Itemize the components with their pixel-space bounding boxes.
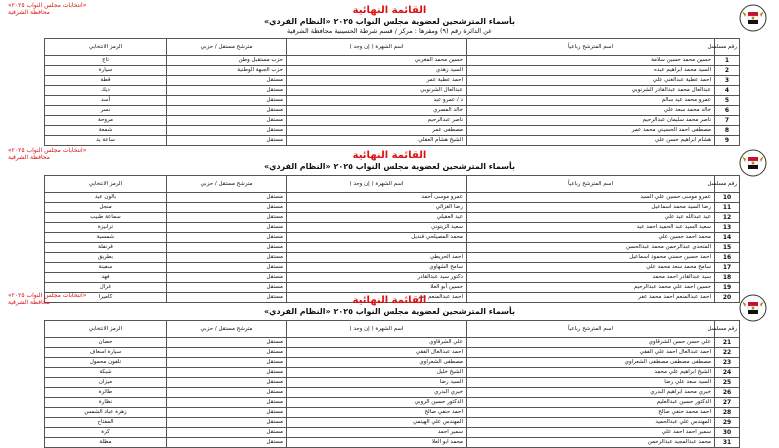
cell-symbol: تلفون محمول	[45, 358, 167, 368]
table-row	[45, 263, 740, 273]
cell-fame-name: احمد عطية عمر	[287, 76, 467, 86]
cell-fame-name: علي الشرقاوي	[287, 338, 467, 348]
cell-affiliation: مستقل	[167, 408, 287, 418]
cell-candidate-name: الشيخ ابراهيم علي محمد	[467, 368, 715, 378]
col-header-name: اسم المترشح رباعياً	[467, 39, 715, 56]
cell-candidate-name: سامح محمد سعد محمد علي	[467, 263, 715, 273]
cell-symbol: بطريق	[45, 253, 167, 263]
cell-number: 14	[715, 233, 740, 243]
cell-number: 28	[715, 408, 740, 418]
cell-symbol: طائرة	[45, 388, 167, 398]
table-row	[45, 223, 740, 233]
table-row	[45, 398, 740, 408]
cell-affiliation: مستقل	[167, 223, 287, 233]
cell-number: 20	[715, 293, 740, 303]
corner-line: محافظة الشرقية	[8, 154, 50, 161]
cell-number: 7	[715, 116, 740, 126]
cell-number: 11	[715, 203, 740, 213]
cell-candidate-name: خيري محمد ابراهيم البدري	[467, 388, 715, 398]
list-title: القائمة النهائية	[352, 150, 427, 161]
col-header-symbol: الرمز الانتخابي	[45, 176, 167, 193]
cell-number: 19	[715, 283, 740, 293]
cell-number: 2	[715, 66, 740, 76]
cell-fame-name: احمد الحريطي	[287, 253, 467, 263]
cell-symbol: ترابيزة	[45, 223, 167, 233]
cell-number: 16	[715, 253, 740, 263]
candidate-list-sheet	[0, 0, 779, 144]
col-header-affiliation: مترشح مستقل / حزبي	[167, 321, 287, 338]
table-row	[45, 66, 740, 76]
table-row	[45, 76, 740, 86]
cell-fame-name	[287, 243, 467, 253]
cell-fame-name: سامح الشهاوي	[287, 263, 467, 273]
corner-line: «انتخابات مجلس النواب ٢٠٢٥»	[8, 292, 87, 299]
cell-affiliation: مستقل	[167, 96, 287, 106]
candidate-list-sheet	[0, 145, 779, 301]
col-header-name: اسم المترشح رباعياً	[467, 176, 715, 193]
cell-symbol: نظارة	[45, 398, 167, 408]
cell-affiliation: مستقل	[167, 263, 287, 273]
cell-affiliation: مستقل	[167, 348, 287, 358]
cell-symbol: المفتاح	[45, 418, 167, 428]
eagle-emblem-icon	[739, 294, 767, 322]
candidates-table	[44, 38, 740, 146]
candidate-list-sheet	[0, 290, 779, 446]
cell-candidate-name: احمد محمد حنفي صالح	[467, 408, 715, 418]
table-row	[45, 136, 740, 146]
table-header-row	[45, 176, 740, 193]
cell-symbol: غزال	[45, 283, 167, 293]
cell-fame-name: احمد حنفي صالح	[287, 408, 467, 418]
cell-number: 31	[715, 438, 740, 448]
cell-symbol: سيارة	[45, 66, 167, 76]
cell-affiliation: مستقل	[167, 398, 287, 408]
candidates-table	[44, 320, 740, 448]
cell-affiliation: حزب الجبهة الوطنية	[167, 66, 287, 76]
cell-fame-name: عبدالعال الشرنوبي	[287, 86, 467, 96]
cell-affiliation: مستقل	[167, 283, 287, 293]
cell-affiliation: مستقل	[167, 233, 287, 243]
cell-fame-name: السيد رضا	[287, 378, 467, 388]
cell-affiliation: مستقل	[167, 388, 287, 398]
cell-candidate-name: حسين احمد علي محمد عبدالرحيم	[467, 283, 715, 293]
cell-symbol: منجل	[45, 203, 167, 213]
cell-candidate-name: احمد حسين حسني محمود اسماعيل	[467, 253, 715, 263]
cell-affiliation: مستقل	[167, 273, 287, 283]
list-title: القائمة النهائية	[352, 295, 427, 306]
cell-candidate-name: ناصر محمد سليمان عبدالرحيم	[467, 116, 715, 126]
cell-affiliation: مستقل	[167, 243, 287, 253]
cell-affiliation: مستقل	[167, 428, 287, 438]
cell-fame-name: السيد زهدي	[287, 66, 467, 76]
table-row	[45, 338, 740, 348]
col-header-affiliation: مترشح مستقل / حزبي	[167, 39, 287, 56]
table-row	[45, 96, 740, 106]
cell-number: 1	[715, 56, 740, 66]
cell-symbol: ديك	[45, 86, 167, 96]
list-subtitle: بأسماء المترشحين لعضوية مجلس النواب ٢٠٢٥ «النظام الفردي»	[263, 17, 516, 26]
list-subtitle: بأسماء المترشحين لعضوية مجلس النواب ٢٠٢٥ «النظام الفردي»	[263, 307, 516, 316]
cell-number: 23	[715, 358, 740, 368]
cell-number: 8	[715, 126, 740, 136]
cell-fame-name: حسين أبو العلا	[287, 283, 467, 293]
cell-affiliation: مستقل	[167, 86, 287, 96]
cell-symbol: سيارة اسعاف	[45, 348, 167, 358]
cell-symbol: سماعة طبيب	[45, 213, 167, 223]
cell-fame-name: حسين محمد المغربي	[287, 56, 467, 66]
col-header-symbol: الرمز الانتخابي	[45, 39, 167, 56]
col-header-number: رقم مسلسل	[715, 39, 740, 56]
cell-symbol: شمسية	[45, 233, 167, 243]
cell-fame-name: خيري البدري	[287, 388, 467, 398]
cell-fame-name: ناصر عبدالرحيم	[287, 116, 467, 126]
cell-affiliation: مستقل	[167, 76, 287, 86]
col-header-fame: اسم الشهرة ( إن وجد )	[287, 176, 467, 193]
cell-number: 22	[715, 348, 740, 358]
cell-symbol: فهد	[45, 273, 167, 283]
cell-candidate-name: احمد عبدالعال احمد علي الفقي	[467, 348, 715, 358]
cell-fame-name: احمد عبدالمنعم عفر	[287, 293, 467, 303]
sheet-header	[0, 0, 779, 38]
cell-affiliation: مستقل	[167, 438, 287, 448]
table-row	[45, 273, 740, 283]
cell-affiliation: مستقل	[167, 358, 287, 368]
cell-symbol: بالون عيد	[45, 193, 167, 203]
cell-symbol: كرة	[45, 428, 167, 438]
col-header-symbol: الرمز الانتخابي	[45, 321, 167, 338]
cell-number: 13	[715, 223, 740, 233]
cell-affiliation: مستقل	[167, 293, 287, 303]
cell-candidate-name: احمد عبدالمنعم احمد محمد عفر	[467, 293, 715, 303]
cell-symbol: أسد	[45, 96, 167, 106]
table-row	[45, 438, 740, 448]
cell-fame-name: عيد العقيلي	[287, 213, 467, 223]
col-header-name: اسم المترشح رباعياً	[467, 321, 715, 338]
cell-symbol: كاميرا	[45, 293, 167, 303]
cell-number: 6	[715, 106, 740, 116]
cell-affiliation: مستقل	[167, 126, 287, 136]
cell-candidate-name: مصطفى احمد الحسيني محمد عمر	[467, 126, 715, 136]
cell-fame-name: الشيخ خليل	[287, 368, 467, 378]
cell-symbol: قطة	[45, 76, 167, 86]
eagle-emblem-icon	[739, 4, 767, 32]
cell-candidate-name: محمد احمد حسين علي	[467, 233, 715, 243]
cell-symbol: مظلة	[45, 438, 167, 448]
cell-symbol: شبكة	[45, 368, 167, 378]
cell-candidate-name: عمرو محمد عيد سالم	[467, 96, 715, 106]
cell-affiliation: مستقل	[167, 136, 287, 146]
cell-candidate-name: احمد عطية عبدالغني علي	[467, 76, 715, 86]
table-row	[45, 86, 740, 96]
cell-candidate-name: عيد عبدالله عيد علي	[467, 213, 715, 223]
cell-number: 30	[715, 428, 740, 438]
cell-symbol: نسر	[45, 106, 167, 116]
table-row	[45, 253, 740, 263]
table-header-row	[45, 39, 740, 56]
table-row	[45, 243, 740, 253]
table-row	[45, 388, 740, 398]
cell-symbol: ساعة يد	[45, 136, 167, 146]
corner-line: «انتخابات مجلس النواب ٢٠٢٥»	[8, 2, 87, 9]
cell-candidate-name: الدكتور حسين عبدالعليم	[467, 398, 715, 408]
cell-number: 15	[715, 243, 740, 253]
table-row	[45, 193, 740, 203]
cell-fame-name: عمرو موسى أحمد	[287, 193, 467, 203]
table-row	[45, 378, 740, 388]
table-row	[45, 428, 740, 438]
table-row	[45, 203, 740, 213]
cell-fame-name: خالد المصري	[287, 106, 467, 116]
table-row	[45, 116, 740, 126]
cell-fame-name: دكتور سيد عبدالقادر	[287, 273, 467, 283]
cell-candidate-name: هشام ابراهيم حسن علي	[467, 136, 715, 146]
cell-fame-name: محمد المصيلحي قنديل	[287, 233, 467, 243]
table-row	[45, 56, 740, 66]
cell-fame-name: مصطفى عمر	[287, 126, 467, 136]
cell-symbol: قرنفلة	[45, 243, 167, 253]
cell-candidate-name: مصطفى مصطفى مصطفى الشعراوي	[467, 358, 715, 368]
cell-symbol: ميزان	[45, 378, 167, 388]
corner-line: محافظة الشرقية	[8, 299, 50, 306]
table-body	[45, 338, 740, 448]
cell-number: 3	[715, 76, 740, 86]
cell-candidate-name: سمير احمد احمد علي	[467, 428, 715, 438]
cell-candidate-name: سيد عبدالقادر احمد محمد	[467, 273, 715, 283]
cell-fame-name: مصطفى الشعراوي	[287, 358, 467, 368]
cell-fame-name: المهندس علي الهيتمي	[287, 418, 467, 428]
cell-affiliation: مستقل	[167, 378, 287, 388]
cell-symbol: زهرة عباد الشمس	[45, 408, 167, 418]
table-row	[45, 126, 740, 136]
cell-number: 5	[715, 96, 740, 106]
table-row	[45, 418, 740, 428]
cell-fame-name: د / عمرو عيد	[287, 96, 467, 106]
cell-number: 18	[715, 273, 740, 283]
col-header-fame: اسم الشهرة ( إن وجد )	[287, 39, 467, 56]
cell-fame-name: سمير احمد	[287, 428, 467, 438]
cell-candidate-name: حسين محمد حسين سلامة	[467, 56, 715, 66]
col-header-number: رقم مسلسل	[715, 321, 740, 338]
cell-fame-name: سعيد الزيتوني	[287, 223, 467, 233]
table-row	[45, 408, 740, 418]
table-row	[45, 368, 740, 378]
candidates-table	[44, 175, 740, 303]
cell-fame-name: الشيخ هشام العقلي	[287, 136, 467, 146]
cell-fame-name: احمد عبدالعال الفقي	[287, 348, 467, 358]
cell-symbol: سفينة	[45, 263, 167, 273]
cell-affiliation: مستقل	[167, 116, 287, 126]
cell-number: 27	[715, 398, 740, 408]
list-subtitle: بأسماء المترشحين لعضوية مجلس النواب ٢٠٢٥ «النظام الفردي»	[263, 162, 516, 171]
cell-candidate-name: خالد محمد سعد علي	[467, 106, 715, 116]
list-title: القائمة النهائية	[352, 5, 427, 16]
cell-candidate-name: رضا السيد محمد اسماعيل	[467, 203, 715, 213]
cell-candidate-name: المتحدي عبدالرحمن محمد عبدالحسن	[467, 243, 715, 253]
cell-number: 4	[715, 86, 740, 96]
cell-affiliation: مستقل	[167, 253, 287, 263]
table-row	[45, 358, 740, 368]
cell-candidate-name: محمد عبدالمجيد عبدالرحمن	[467, 438, 715, 448]
cell-symbol: شمعة	[45, 126, 167, 136]
cell-affiliation: مستقل	[167, 193, 287, 203]
cell-affiliation: مستقل	[167, 203, 287, 213]
cell-number: 29	[715, 418, 740, 428]
col-header-number: رقم مسلسل	[715, 176, 740, 193]
cell-number: 21	[715, 338, 740, 348]
cell-fame-name: رضا الغزالي	[287, 203, 467, 213]
table-body	[45, 193, 740, 303]
district-line: عن الدائرة رقم (٩) ومقرها : مركز / قسم شرطة الحسينية محافظة الشرقية	[287, 27, 492, 35]
cell-number: 25	[715, 378, 740, 388]
cell-fame-name: محمد ابو العلا	[287, 438, 467, 448]
cell-affiliation: مستقل	[167, 418, 287, 428]
cell-candidate-name: السيد محمد ابراهيم عبده	[467, 66, 715, 76]
cell-number: 9	[715, 136, 740, 146]
table-row	[45, 213, 740, 223]
cell-affiliation: مستقل	[167, 338, 287, 348]
cell-candidate-name: عبدالعال محمد عبدالقادر الشرنوبي	[467, 86, 715, 96]
cell-symbol: تاج	[45, 56, 167, 66]
corner-line: «انتخابات مجلس النواب ٢٠٢٥»	[8, 147, 87, 154]
eagle-emblem-icon	[739, 149, 767, 177]
cell-candidate-name: عمرو موسى حسين علي السيد	[467, 193, 715, 203]
cell-affiliation: مستقل	[167, 213, 287, 223]
table-row	[45, 348, 740, 358]
cell-symbol: مروحة	[45, 116, 167, 126]
cell-affiliation: مستقل	[167, 368, 287, 378]
cell-number: 26	[715, 388, 740, 398]
col-header-fame: اسم الشهرة ( إن وجد )	[287, 321, 467, 338]
cell-number: 24	[715, 368, 740, 378]
cell-symbol: حصان	[45, 338, 167, 348]
cell-fame-name: الدكتور حسين الروبي	[287, 398, 467, 408]
table-row	[45, 233, 740, 243]
cell-number: 12	[715, 213, 740, 223]
corner-line: محافظة الشرقية	[8, 9, 50, 16]
table-header-row	[45, 321, 740, 338]
cell-candidate-name: السيد سعد علي رضا	[467, 378, 715, 388]
table-row	[45, 106, 740, 116]
cell-affiliation: مستقل	[167, 106, 287, 116]
cell-candidate-name: المهندس علي عبدالحميد	[467, 418, 715, 428]
col-header-affiliation: مترشح مستقل / حزبي	[167, 176, 287, 193]
cell-affiliation: حزب مستقبل وطن	[167, 56, 287, 66]
cell-number: 10	[715, 193, 740, 203]
cell-candidate-name: علي حسن حسن الشرقاوي	[467, 338, 715, 348]
table-body	[45, 56, 740, 146]
cell-candidate-name: سعيد السيد عبد الحميد احمد عيد	[467, 223, 715, 233]
cell-number: 17	[715, 263, 740, 273]
